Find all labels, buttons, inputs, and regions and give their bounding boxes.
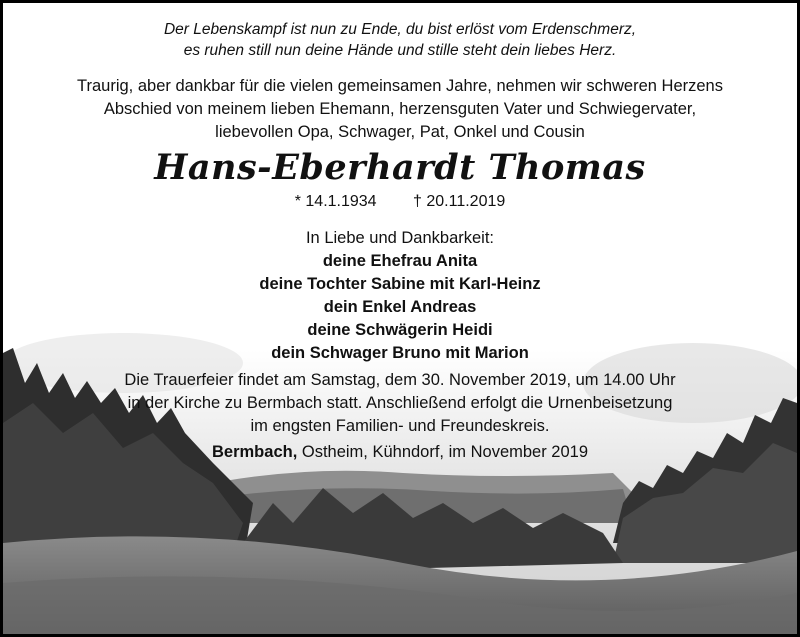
place-town: Bermbach, [212,443,298,461]
intro-line: Abschied von meinem lieben Ehemann, herzensguten Vater und Schwiegervater, [103,100,697,118]
funeral-line: in der Kirche zu Bermbach statt. Anschließend erfolgt die Urnenbeisetzung [127,394,673,412]
mourner: dein Schwager Bruno mit Marion [271,344,529,362]
funeral-info [3,369,797,438]
birth-date: * 14.1.1934 [294,193,377,210]
poem-line: es ruhen still nun deine Hände und stille steht dein liebes Herz. [183,42,617,59]
funeral-line: im engsten Familien- und Freundeskreis. [250,417,550,435]
mourners-list [3,227,797,365]
poem-line: Der Lebenskampf ist nun zu Ende, du bist erlöst vom Erdenschmerz, [163,21,637,38]
poem [3,19,797,61]
intro-text [3,75,797,144]
mourner: deine Tochter Sabine mit Karl-Heinz [259,275,541,293]
life-dates [3,193,797,211]
death-date: † 20.11.2019 [413,193,506,210]
mourner: deine Ehefrau Anita [322,252,478,270]
place-and-date [3,443,797,462]
funeral-line: Die Trauerfeier findet am Samstag, dem 30. November 2019, um 14.00 Uhr [124,371,676,389]
intro-line: liebevollen Opa, Schwager, Pat, Onkel und Cousin [215,123,585,141]
place-rest: Ostheim, Kühndorf, im November 2019 [297,443,588,461]
mourner: dein Enkel Andreas [323,298,477,316]
mourners-lead: In Liebe und Dankbarkeit: [305,229,495,247]
intro-line: Traurig, aber dankbar für die vielen gemeinsamen Jahre, nehmen wir schweren Herzens [77,77,723,95]
deceased-name: Hans-Eberhardt Thomas [154,147,646,188]
mourner: deine Schwägerin Heidi [307,321,493,339]
